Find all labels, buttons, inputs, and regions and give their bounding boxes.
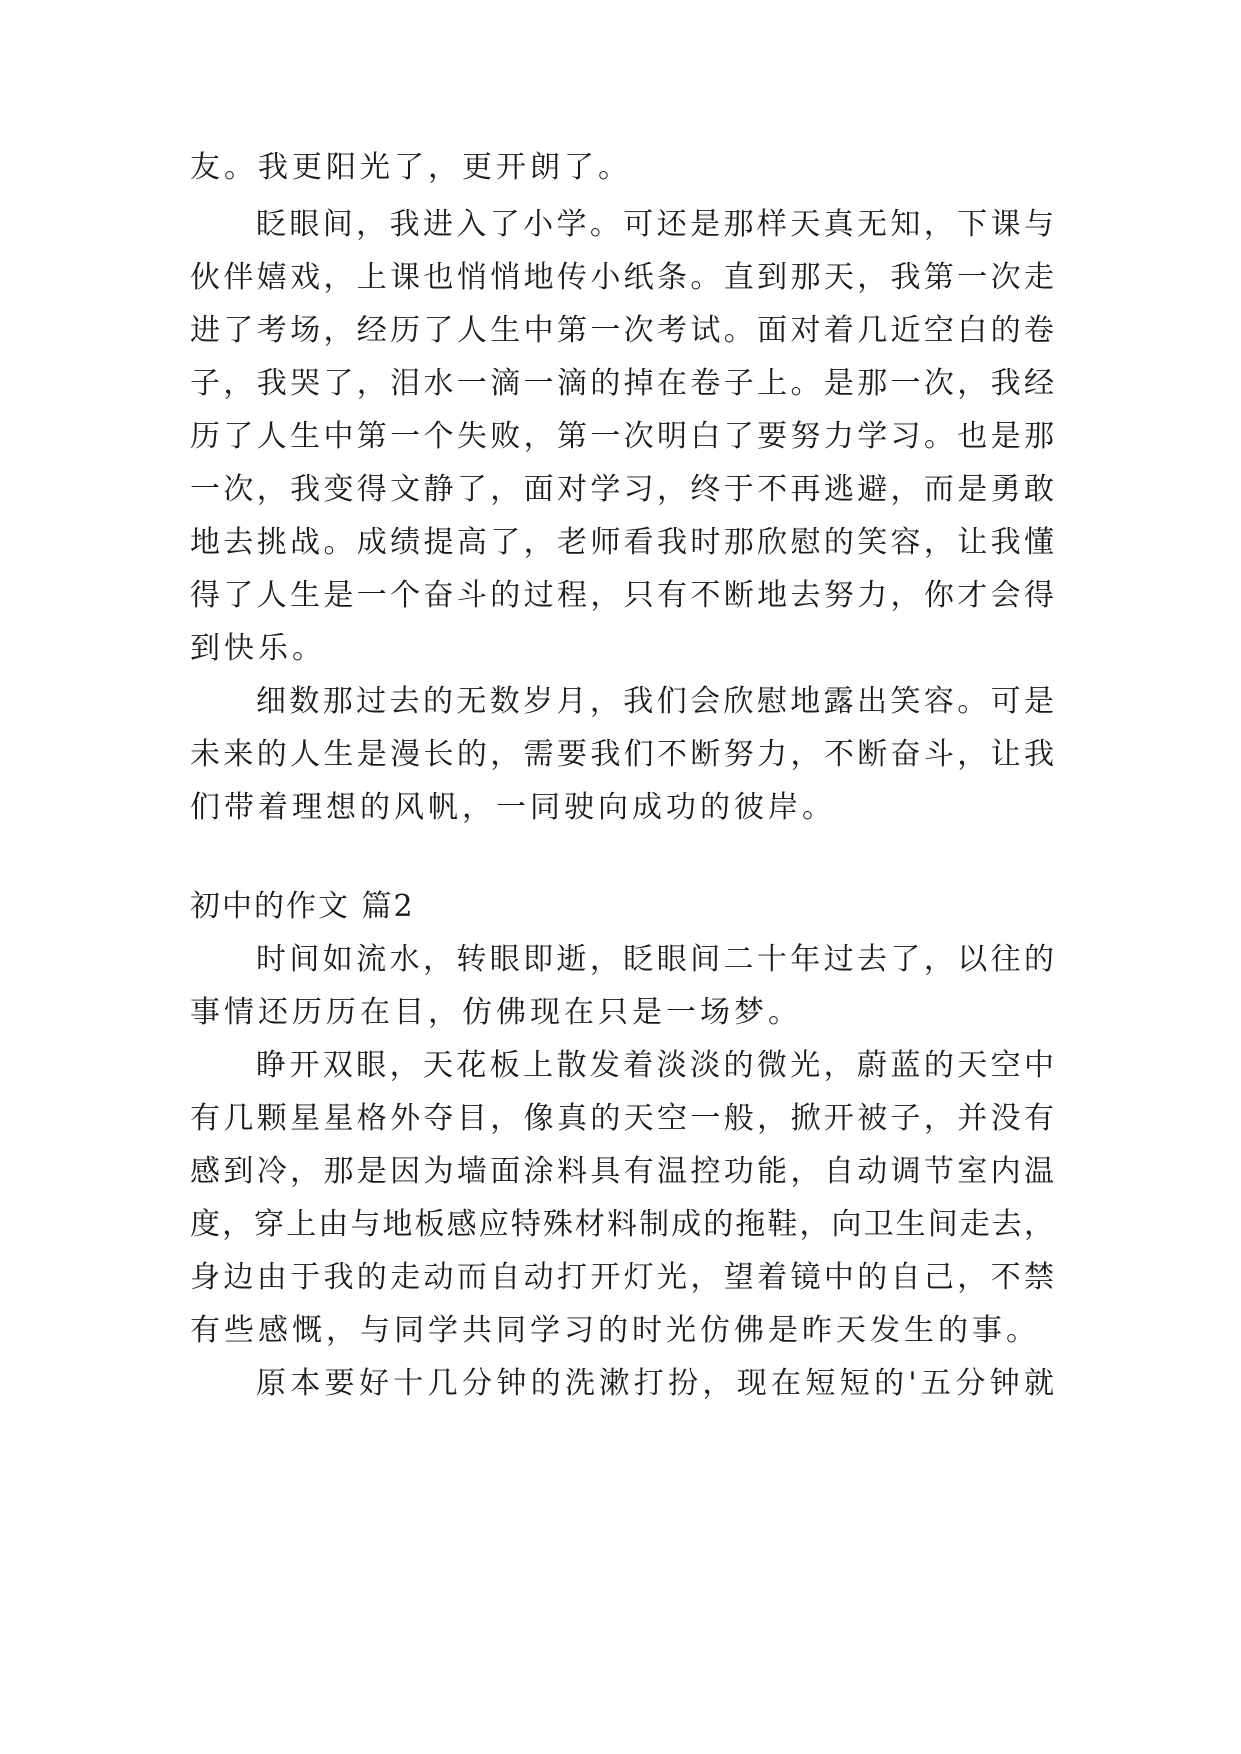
paragraph-line: 度，穿上由与地板感应特殊材料制成的拖鞋，向卫生间走去， [190, 1207, 1054, 1242]
paragraph-line: 细数那过去的无数岁月，我们会欣慰地露出笑容。可是 [256, 684, 1054, 719]
paragraph-line: 伙伴嬉戏，上课也悄悄地传小纸条。直到那天，我第一次走 [190, 260, 1054, 295]
paragraph-line: 有些感慨，与同学共同学习的时光仿佛是昨天发生的事。 [190, 1313, 1040, 1348]
paragraph-line: 事情还历历在目，仿佛现在只是一场梦。 [190, 995, 802, 1030]
paragraph-line: 身边由于我的走动而自动打开灯光，望着镜中的自己，不禁 [190, 1260, 1054, 1295]
paragraph-line: 感到冷，那是因为墙面涂料具有温控功能，自动调节室内温 [190, 1154, 1054, 1189]
paragraph-line: 得了人生是一个奋斗的过程，只有不断地去努力，你才会得 [190, 578, 1054, 613]
paragraph-line: 历了人生中第一个失败，第一次明白了要努力学习。也是那 [190, 419, 1054, 454]
paragraph-line: 睁开双眼，天花板上散发着淡淡的微光，蔚蓝的天空中 [256, 1048, 1054, 1083]
section-heading: 初中的作文 篇2 [190, 889, 415, 924]
paragraph-line: 原本要好十几分钟的洗漱打扮，现在短短的'五分钟就 [256, 1366, 1054, 1401]
paragraph-line: 到快乐。 [190, 631, 326, 666]
paragraph-line: 进了考场，经历了人生中第一次考试。面对着几近空白的卷 [190, 313, 1054, 348]
paragraph-line: 一次，我变得文静了，面对学习，终于不再逃避，而是勇敢 [190, 472, 1054, 507]
paragraph-line: 时间如流水，转眼即逝，眨眼间二十年过去了，以往的 [256, 942, 1054, 977]
paragraph-line: 未来的人生是漫长的，需要我们不断努力，不断奋斗，让我 [190, 737, 1054, 772]
paragraph-line: 眨眼间，我进入了小学。可还是那样天真无知，下课与 [256, 207, 1054, 242]
paragraph-line: 们带着理想的风帆，一同驶向成功的彼岸。 [190, 790, 836, 825]
paragraph-line: 友。我更阳光了，更开朗了。 [190, 150, 632, 185]
paragraph-line: 子，我哭了，泪水一滴一滴的掉在卷子上。是那一次，我经 [190, 366, 1054, 401]
paragraph-line: 地去挑战。成绩提高了，老师看我时那欣慰的笑容，让我懂 [190, 525, 1054, 560]
paragraph-line: 有几颗星星格外夺目，像真的天空一般，掀开被子，并没有 [190, 1101, 1054, 1136]
